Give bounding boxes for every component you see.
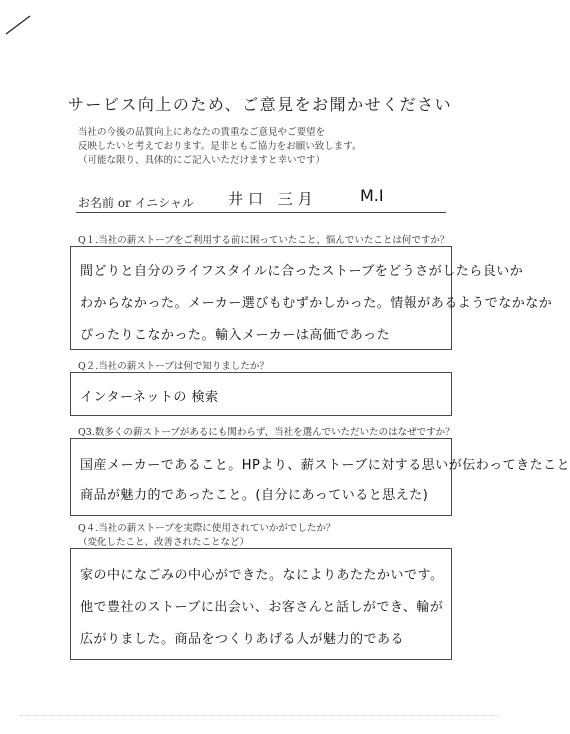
question-4-sub: （変化したこと、改善されたことなど） [78, 537, 250, 548]
intro-line-1: 当社の今後の品質向上にあなたの貴重なご意見やご要望を [78, 127, 326, 138]
initials-handwritten: M.I [360, 186, 384, 205]
answer-4-line-3: 広がりました。商品をつくりあげる人が魅力的である [80, 632, 405, 647]
bottom-dotted-border [20, 715, 500, 716]
answer-4-line-1: 家の中になごみの中心ができた。なによりあたたかいです。 [80, 568, 444, 583]
answer-4-line-2: 他で豊社のストーブに出会い、お客さんと話しができ、輪が [80, 600, 444, 615]
answer-1-line-1: 間どりと自分のライフスタイルに合ったストーブをどうさがしたら良いか [80, 264, 524, 279]
answer-3-line-1: 国産メーカーであること。HPより、薪ストーブに対する思いが伝わってきたこと [80, 458, 570, 473]
pen-stroke-mark [0, 0, 40, 40]
name-handwritten: 井口 三月 [228, 190, 318, 208]
answer-1-line-2: わからなかった。メーカー選びもむずかしかった。情報があるようでなかなか [80, 296, 553, 311]
question-4: Q４.当社の薪ストーブを実際に使用されていかがでしたか？ [78, 523, 336, 534]
answer-1-line-3: ぴったりこなかった。輸入メーカーは高価であった [80, 328, 391, 343]
name-label: お名前 or イニシャル [78, 196, 194, 210]
intro-line-2: 反映したいと考えております。是非ともご協力をお願い致します。 [78, 141, 362, 152]
name-underline [76, 212, 446, 213]
question-1: Q１.当社の薪ストーブをご利用する前に困っていたこと、悩んでいたことは何ですか？ [78, 235, 450, 246]
question-2: Q２.当社の薪ストーブは何で知りましたか？ [78, 361, 269, 372]
question-3: Q3.数多くの薪ストーブがあるにも関わらず、当社を選んでいただいたのはなぜですか？ [78, 427, 455, 438]
answer-box-3 [70, 438, 452, 516]
answer-2-line-1: インターネットの 検索 [80, 390, 219, 405]
survey-title: サービス向上のため、ご意見をお聞かせください [67, 95, 453, 114]
intro-line-3: （可能な限り、具体的にご記入いただけますと幸いです） [78, 155, 326, 166]
answer-3-line-2: 商品が魅力的であったこと。(自分にあっていると思えた) [80, 488, 429, 503]
